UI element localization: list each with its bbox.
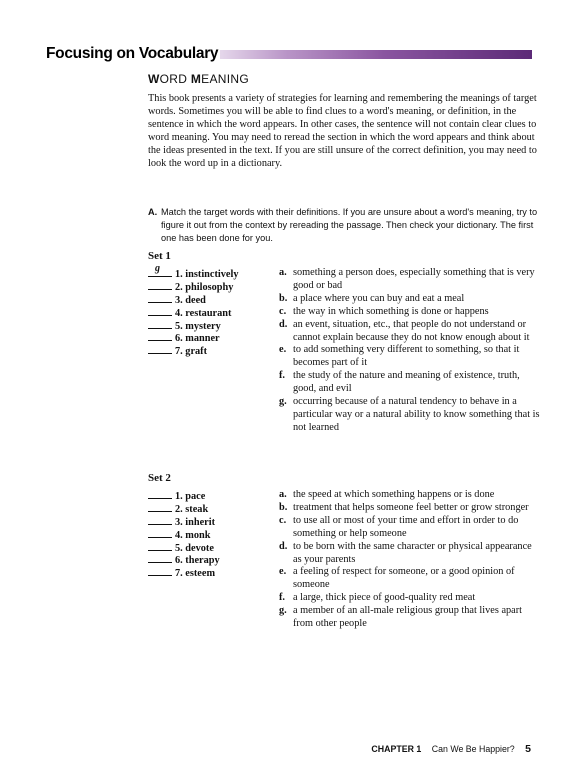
definition-item [279,592,541,605]
set-1-definition-list [279,267,541,435]
answer-blank[interactable] [148,489,172,499]
target-word: 1. pace [175,491,206,502]
definition-item [279,502,541,515]
definition-text: the study of the nature and meaning of existence, truth, good, and evil [293,370,520,395]
target-word: 4. restaurant [175,307,232,319]
section-title [148,72,249,86]
target-word-row [148,344,278,357]
target-word: 6. manner [175,333,220,345]
definition-letter: a. [279,267,287,278]
target-word-row [148,489,278,502]
target-word-row [148,331,278,344]
definition-letter: c. [279,514,287,526]
target-word: 2. steak [175,503,209,515]
definition-item [279,396,541,435]
chapter-header [0,44,532,64]
target-word: 3. deed [175,294,206,306]
target-word-row [148,528,278,541]
definition-text: to use all or most of your time and effort in order to do something or help someone [293,514,519,539]
target-word-row [148,306,278,319]
definition-letter: e. [279,566,287,578]
target-word: 3. inherit [175,516,216,528]
definition-text: a place where you can buy and eat a meal [293,292,465,304]
target-word: 5. mystery [175,320,221,332]
answer-blank[interactable] [148,280,172,290]
exercise-label: A. [148,207,158,217]
target-word-row [148,263,278,280]
definition-text: occurring because of a natural tendency to behave in a particular way or a natural ability to know something that is not learned [293,396,540,433]
answer-blank[interactable] [148,566,172,576]
header-stripe [205,50,532,59]
set-2-word-list [148,489,278,579]
definition-item [279,267,541,293]
answer-blank[interactable] [148,293,172,303]
footer-chapter: CHAPTER 1 [371,744,422,754]
definition-letter: g. [279,605,287,617]
target-word-row [148,515,278,528]
answer-blank[interactable] [148,502,172,512]
target-word-row [148,566,278,579]
definition-item [279,566,541,592]
definition-letter: b. [279,501,288,513]
target-word: 2. philosophy [175,281,234,293]
definition-text: to add something very different to something, so that it becomes part of it [293,344,520,369]
answer-blank[interactable] [148,306,172,316]
definition-item [279,319,541,345]
set-2-title: Set 2 [148,472,171,484]
definition-text: treatment that helps someone feel better or grow stronger [293,501,529,513]
set-1-title: Set 1 [148,250,171,262]
definition-text: an event, situation, etc., that people do not understand or cannot explain because they do not know enough about it [293,318,530,343]
exercise-instructions [148,206,540,244]
definition-text: a large, thick piece of good-quality red meat [293,592,476,604]
section-title-rest-2: EANING [201,72,249,86]
answer-letter: g [155,263,160,274]
footer-chapter-title: Can We Be Happier? [431,744,515,754]
definition-text: something a person does, especially something that is very good or bad [293,267,535,291]
definition-letter: d. [279,540,288,552]
definition-item [279,515,541,541]
target-word-row [148,293,278,306]
definition-text: to be born with the same character or physical appearance as your parents [293,540,532,565]
target-word-row [148,319,278,332]
definition-item [279,370,541,396]
section-title-cap-m: M [190,72,202,86]
definition-text: the way in which something is done or happens [293,305,489,317]
section-title-rest-1: ORD [159,72,191,86]
answer-blank[interactable] [148,263,172,277]
target-word-row [148,280,278,293]
definition-letter: d. [279,318,288,330]
target-word-row [148,553,278,566]
header-title: Focusing on Vocabulary [46,45,219,62]
answer-blank[interactable] [148,515,172,525]
target-word-row [148,502,278,515]
definition-letter: f. [279,370,286,382]
page-footer [371,743,531,755]
definition-text: a feeling of respect for someone, or a good opinion of someone [293,566,515,591]
target-word: 5. devote [175,542,214,554]
answer-blank[interactable] [148,319,172,329]
definition-text: the speed at which something happens or is done [293,489,495,500]
definition-text: a member of an all-male religious group that lives apart from other people [293,605,523,630]
definition-letter: c. [279,305,287,317]
answer-blank[interactable] [148,541,172,551]
definition-item [279,293,541,306]
exercise-instructions-text: Match the target words with their definitions. If you are unsure about a word's meaning, try to figure it out from the context by rereading the passage. Then check your dictionary. The first one has been done for you. [161,207,538,243]
definition-letter: f. [279,592,286,604]
target-word: 6. therapy [175,555,220,567]
definition-item [279,541,541,567]
definition-item [279,306,541,319]
target-word: 7. graft [175,346,208,358]
definition-item [279,489,541,502]
page-number: 5 [525,743,531,755]
definition-letter: e. [279,344,287,356]
set-1-word-list [148,263,278,358]
definition-letter: g. [279,396,287,408]
set-2-definition-list [279,489,541,631]
target-word-row [148,541,278,554]
definition-item [279,344,541,370]
definition-letter: b. [279,292,288,304]
answer-blank[interactable] [148,553,172,563]
definition-letter: a. [279,489,287,500]
definition-item [279,605,541,631]
target-word: 7. esteem [175,568,216,580]
answer-blank[interactable] [148,344,172,354]
target-word: 4. monk [175,529,211,541]
answer-blank[interactable] [148,331,172,341]
section-title-cap-w: W [148,72,160,86]
intro-paragraph: This book presents a variety of strategies for learning and remembering the meanings of target words. Sometimes you will be able to find clues to a word's meaning, or definition, in the sentence in which the word appears. In other cases, the sentence will not contain clear clues to word meaning. You may need to reread the section in which the word appears and think about the ideas presented in the text. If you are still unsure of the correct definition, you may need to look the word up in a dictionary. [148,93,537,169]
answer-blank[interactable] [148,528,172,538]
target-word: 1. instinctively [175,269,239,280]
